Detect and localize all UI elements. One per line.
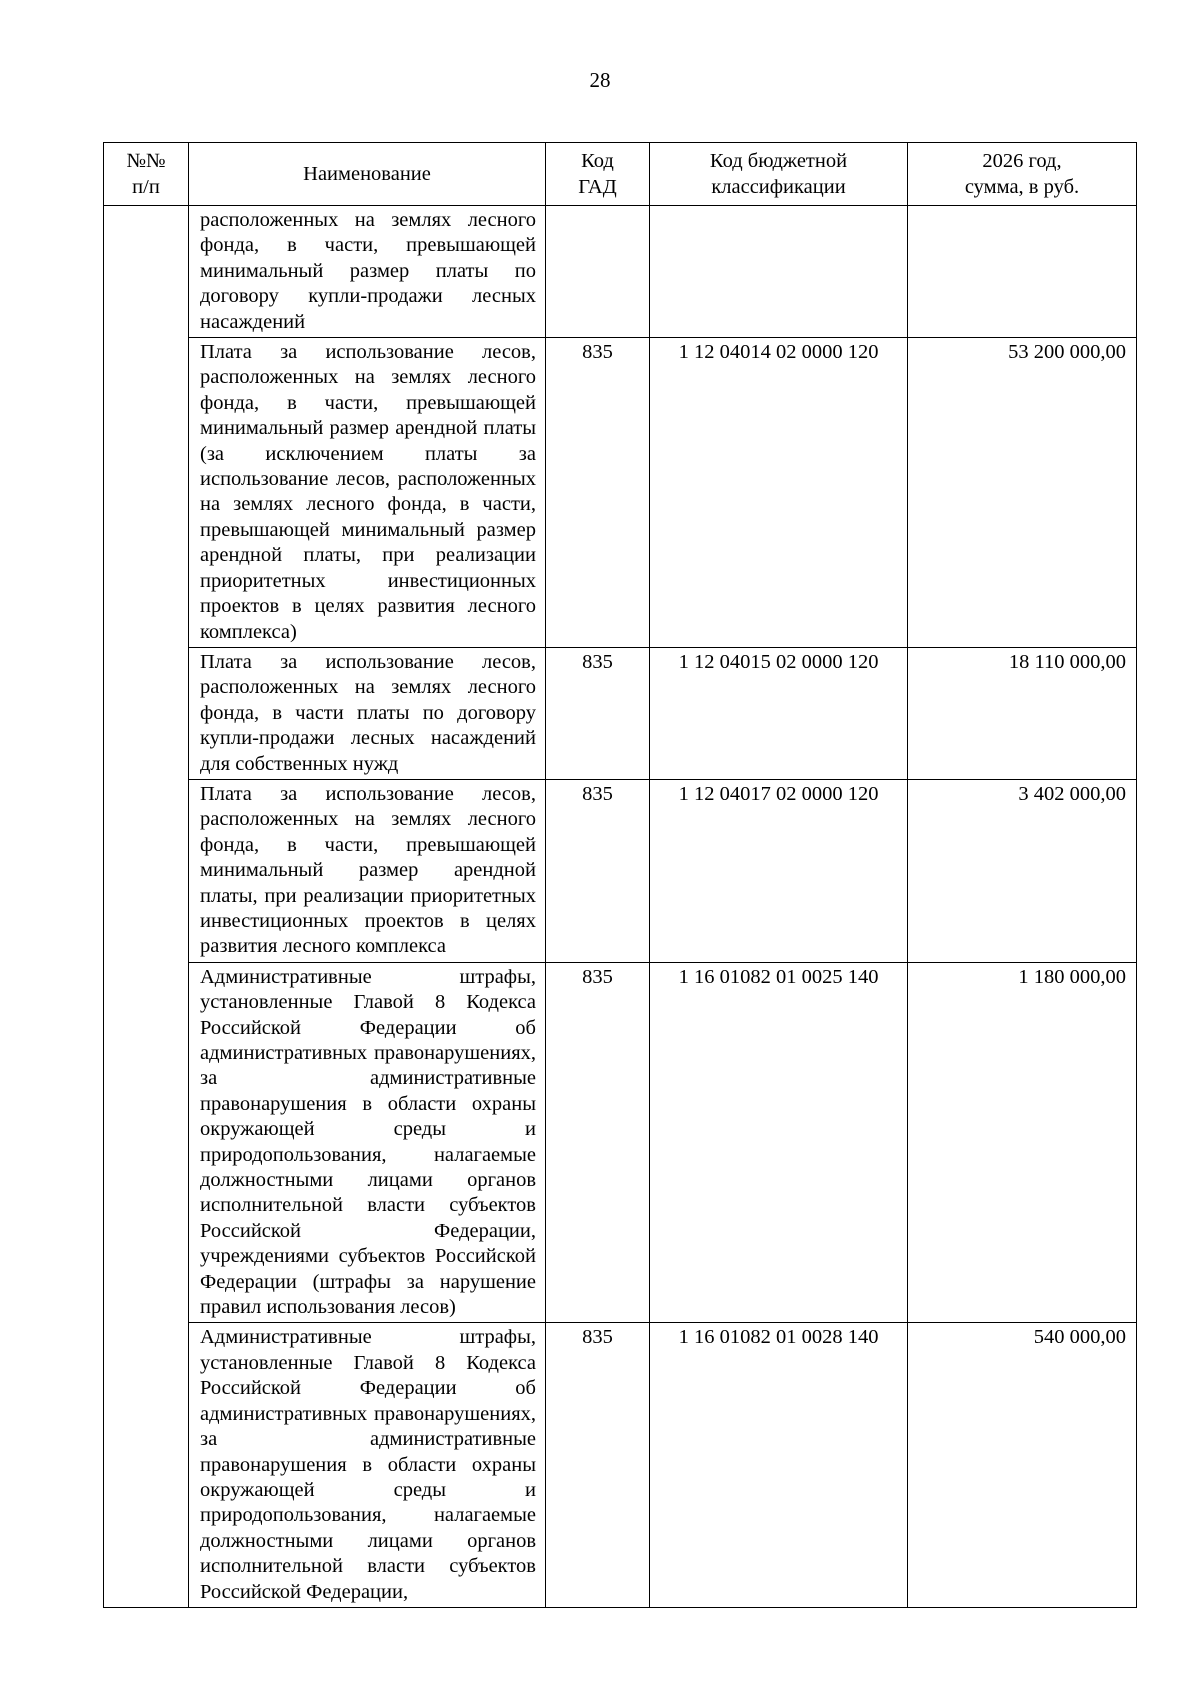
row-name-cell: расположенных на землях лесного фонда, в части, превышающей минимальный размер платы по договору купли-продажи лесных насаждений — [189, 206, 546, 338]
header-gad-line-1: Код — [581, 150, 614, 172]
row-amount-cell: 53 200 000,00 — [908, 338, 1137, 648]
header-number-line-1: №№ — [126, 150, 166, 172]
row-name-cell: Плата за использование лесов, расположенных на землях лесного фонда, в части, превышающей минимальный размер арендной платы, при реализации приоритетных инвестиционных проектов в целях развития лесного комплекса — [189, 779, 546, 962]
row-budget-code-cell: 1 16 01082 01 0025 140 — [650, 962, 908, 1323]
row-amount-cell: 18 110 000,00 — [908, 647, 1137, 779]
row-name-cell: Административные штрафы, установленные Главой 8 Кодекса Российской Федерации об административных правонарушениях, за административные правонарушения в области охраны окружающей среды и природопользования, налагаемые должностными лицами органов исполнительной власти субъектов Российской Федерации, — [189, 1323, 546, 1607]
row-amount-cell: 1 180 000,00 — [908, 962, 1137, 1323]
row-gad-cell: 835 — [546, 962, 650, 1323]
row-number-cell — [104, 206, 189, 1608]
table-row — [104, 779, 1137, 962]
header-gad — [546, 143, 650, 206]
table-header — [104, 143, 1137, 206]
header-name-line-1: Наименование — [303, 163, 431, 185]
row-budget-code-cell: 1 12 04014 02 0000 120 — [650, 338, 908, 648]
row-gad-cell — [546, 206, 650, 338]
row-name-cell: Административные штрафы, установленные Главой 8 Кодекса Российской Федерации об административных правонарушениях, за административные правонарушения в области охраны окружающей среды и природопользования, налагаемые должностными лицами органов исполнительной власти субъектов Российской Федерации, учреждениями субъектов Российской Федерации (штрафы за нарушение правил использования лесов) — [189, 962, 546, 1323]
row-amount-cell: 540 000,00 — [908, 1323, 1137, 1607]
row-name-cell: Плата за использование лесов, расположенных на землях лесного фонда, в части платы по договору купли-продажи лесных насаждений для собственных нужд — [189, 647, 546, 779]
row-name-cell: Плата за использование лесов, расположенных на землях лесного фонда, в части, превышающей минимальный размер арендной платы (за исключением платы за использование лесов, расположенных на землях лесного фонда, в части, превышающей минимальный размер арендной платы, при реализации приоритетных инвестиционных проектов в целях развития лесного комплекса) — [189, 338, 546, 648]
row-budget-code-cell: 1 16 01082 01 0028 140 — [650, 1323, 908, 1607]
header-budget-code-line-2: классификации — [711, 176, 846, 198]
table-row — [104, 647, 1137, 779]
header-number — [104, 143, 189, 206]
row-gad-cell: 835 — [546, 647, 650, 779]
table-row — [104, 1323, 1137, 1607]
header-name — [189, 143, 546, 206]
row-budget-code-cell: 1 12 04017 02 0000 120 — [650, 779, 908, 962]
row-amount-cell: 3 402 000,00 — [908, 779, 1137, 962]
header-budget-code-line-1: Код бюджетной — [709, 150, 848, 172]
header-budget-code — [650, 143, 908, 206]
table-row — [104, 962, 1137, 1323]
page-number: 28 — [589, 68, 611, 92]
header-amount-line-1: 2026 год, — [982, 150, 1062, 172]
row-gad-cell: 835 — [546, 338, 650, 648]
table-body — [104, 206, 1137, 1608]
table-header-row — [104, 143, 1137, 206]
row-gad-cell: 835 — [546, 1323, 650, 1607]
table-row — [104, 206, 1137, 338]
row-budget-code-cell: 1 12 04015 02 0000 120 — [650, 647, 908, 779]
header-amount-line-2: сумма, в руб. — [964, 176, 1080, 198]
header-amount — [908, 143, 1137, 206]
row-gad-cell: 835 — [546, 779, 650, 962]
row-amount-cell — [908, 206, 1137, 338]
header-gad-line-2: ГАД — [578, 176, 617, 198]
row-budget-code-cell — [650, 206, 908, 338]
table-row — [104, 338, 1137, 648]
header-number-line-2: п/п — [132, 176, 160, 198]
budget-table — [103, 142, 1137, 1608]
